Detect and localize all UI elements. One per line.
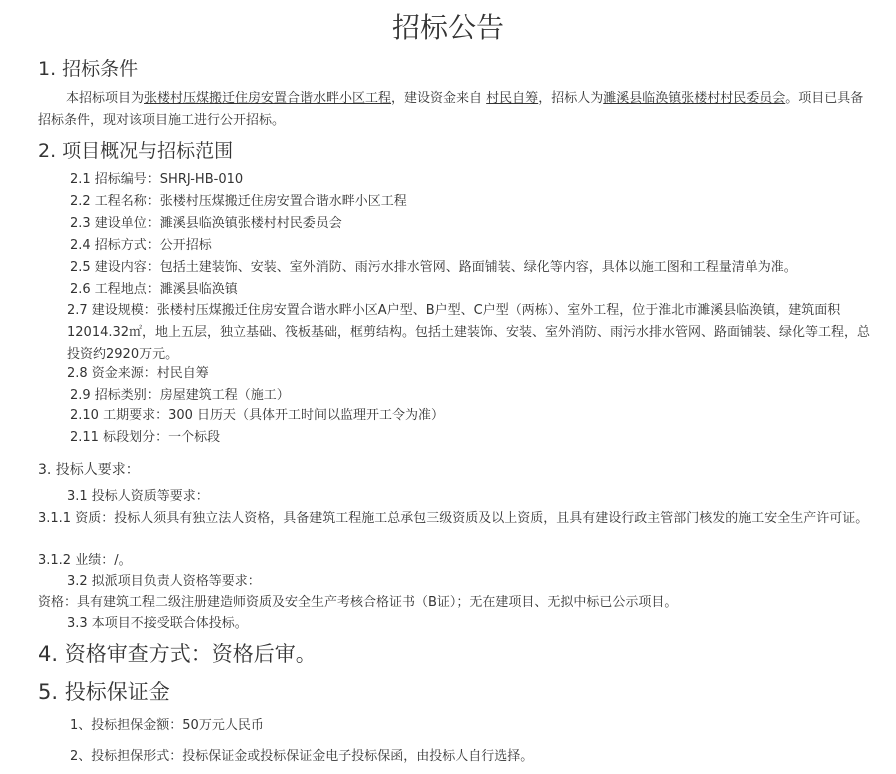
section-5-heading: 5. 投标保证金 [38, 680, 170, 704]
item-2-1: 2.1 招标编号：SHRJ-HB-010 [70, 172, 244, 187]
section-2-heading: 2. 项目概况与招标范围 [38, 140, 234, 162]
item-2-2: 2.2 工程名称：张楼村压煤搬迁住房安置合谐水畔小区工程 [70, 194, 407, 209]
section-1-text-a: 本招标项目为 [66, 91, 145, 106]
section-1-text-d: 。项目已具备招标条件，现对该项目施工进行公开招标。 [38, 91, 864, 128]
section-1-text-b: ，建设资金来自 [391, 91, 487, 106]
item-2-7: 2.7 建设规模：张楼村压煤搬迁住房安置合谐水畔小区A户型、B户型、C户型（两栋）、室外工程，位于淮北市濉溪县临涣镇，建筑面积12014.32㎡，地上五层，独立基础、筏板基础，框剪结构。包括土建装饰、安装、室外消防、雨污水排水管网、路面铺装、绿化等工程，总投资约2920万元。 [67, 303, 871, 362]
project-name: 张楼村压煤搬迁住房安置合谐水畔小区工程 [144, 91, 392, 106]
section-1-heading: 1. 招标条件 [38, 58, 139, 80]
item-3-1: 3.1 投标人资质等要求： [67, 489, 209, 504]
item-2-5: 2.5 建设内容：包括土建装饰、安装、室外消防、雨污水排水管网、路面铺装、绿化等内容，具体以施工图和工程量清单为准。 [70, 260, 797, 275]
item-2-9: 2.9 招标类别：房屋建筑工程（施工） [70, 388, 290, 403]
item-3-1-1: 3.1.1 资质：投标人须具有独立法人资格，具备建筑工程施工总承包三级资质及以上资质，且具有建设行政主管部门核发的施工安全生产许可证。 [38, 511, 869, 526]
tenderer-name: 濉溪县临涣镇张楼村村民委员会 [603, 91, 786, 106]
item-2-4: 2.4 招标方式：公开招标 [70, 238, 212, 253]
item-3-2: 3.2 拟派项目负责人资格等要求： [67, 574, 261, 589]
section-4-heading: 4. 资格审查方式：资格后审。 [38, 642, 317, 666]
page-title: 招标公告 [391, 11, 504, 44]
item-5-1: 1、投标担保金额：50万元人民币 [70, 718, 264, 733]
item-2-8: 2.8 资金来源：村民自筹 [67, 366, 209, 381]
item-3-3: 3.3 本项目不接受联合体投标。 [67, 616, 248, 631]
section-3-heading: 3. 投标人要求： [38, 462, 140, 478]
section-1-text-c: ，招标人为 [538, 91, 604, 106]
item-3-2-text: 资格：具有建筑工程二级注册建造师资质及安全生产考核合格证书（B证）；无在建项目、无拟中标已公示项目。 [38, 595, 678, 610]
item-2-3: 2.3 建设单位：濉溪县临涣镇张楼村村民委员会 [70, 216, 342, 231]
item-3-1-2: 3.1.2 业绩：/。 [38, 553, 132, 568]
section-1-paragraph [38, 88, 870, 132]
item-2-10: 2.10 工期要求：300 日历天（具体开工时间以监理开工令为准） [70, 408, 445, 423]
item-5-2: 2、投标担保形式：投标保证金或投标保证金电子投标保函，由投标人自行选择。 [70, 749, 534, 764]
item-2-11: 2.11 标段划分：一个标段 [70, 430, 221, 445]
fund-source: 村民自筹 [486, 91, 539, 106]
item-2-6: 2.6 工程地点：濉溪县临涣镇 [70, 282, 238, 297]
